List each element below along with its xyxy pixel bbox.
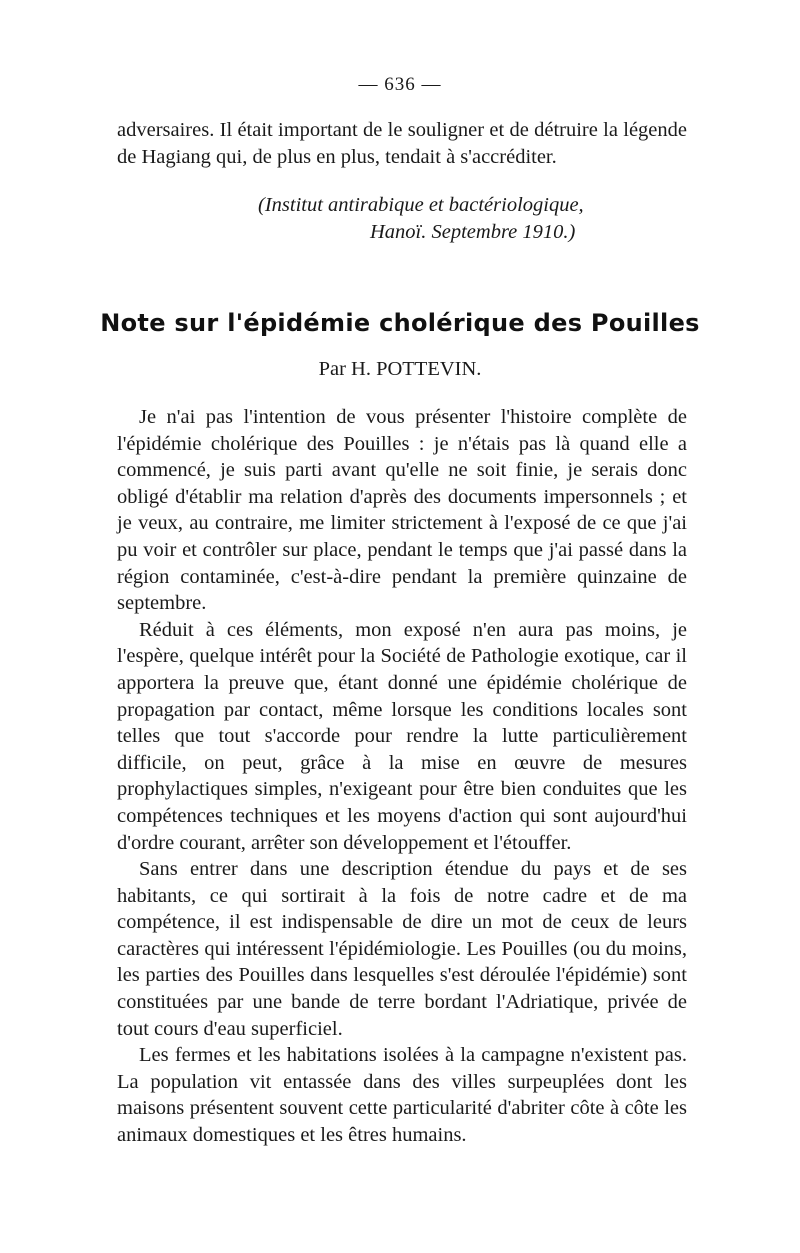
body-paragraph-4: Les fermes et les habitations isolées à la campagne n'existent pas. La population vit entassée dans des villes surpeuplées dont les maisons présentent souvent cette particularité d'abriter côte à côte les animaux domestiques et les êtres humains. (117, 1044, 687, 1147)
body-paragraph-2: Réduit à ces éléments, mon exposé n'en aura pas moins, je l'espère, quelque intérêt pour la Société de Pathologie exotique, car il apportera la preuve que, étant donné une épidémie cholérique de propagation par contact, même lorsque les conditions locales sont telles que tout s'accorde pour rendre la lutte particulièrement difficile, on peut, grâce à la mise en œuvre de mesures prophylactiques simples, n'exigeant pour être bien conduites que les compétences techniques et les moyens d'action qui sont aujourd'hui d'ordre courant, arrêter son développement et l'étouffer. (117, 618, 687, 854)
body-paragraph-3: Sans entrer dans une description étendue du pays et de ses habitants, ce qui sortirait à la fois de notre cadre et de ma compétence, il est indispensable de dire un mot de ceux de leurs caractères qui intéressent l'épidémiologie. Les Pouilles (ou du moins, les parties des Pouilles dans lesquelles s'est déroulée l'épidémie) sont constituées par une bande de terre bordant l'Adriatique, privée de tout cours d'eau superficiel. (117, 858, 687, 1040)
intro-paragraph: adversaires. Il était important de le souligner et de détruire la légende de Hagiang qui, de plus en plus, tendait à s'accréditer. (117, 119, 687, 168)
page-number: — 636 — (358, 74, 442, 95)
body-paragraph-1: Je n'ai pas l'intention de vous présenter l'histoire complète de l'épidémie cholérique des Pouilles : je n'étais pas là quand elle a commencé, je suis parti avant qu'elle ne soit finie, je serais donc obligé d'établir ma relation d'après des documents impersonnels ; et je veux, au contraire, me limiter strictement à l'exposé de ce que j'ai pu voir et contrôler sur place, pendant le temps que j'ai passé dans la région contaminée, c'est-à-dire pendant la première quinzaine de septembre. (117, 406, 687, 615)
citation-line-1: (Institut antirabique et bactériologique, (258, 194, 584, 216)
institution-citation (258, 192, 688, 246)
citation-line-2: Hanoï. Septembre 1910.) (370, 221, 576, 243)
article-byline: Par H. POTTEVIN. (318, 358, 482, 380)
article-body (117, 404, 687, 1149)
article-title: Note sur l'épidémie cholérique des Pouilles (100, 309, 700, 337)
intro-paragraph-block (117, 117, 687, 170)
